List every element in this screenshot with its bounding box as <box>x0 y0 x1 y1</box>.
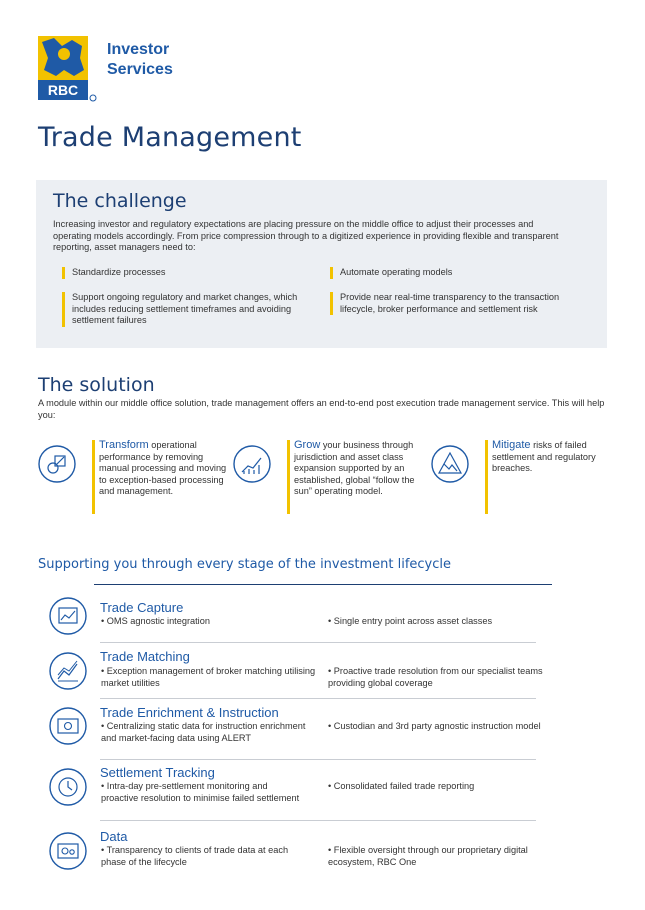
capture-chart-icon <box>48 596 88 636</box>
row-divider <box>100 820 536 821</box>
solution-heading: The solution <box>38 374 155 396</box>
logo-text: RBC <box>47 82 79 98</box>
row-title: Trade Matching <box>100 649 190 664</box>
row-left-bullet: • Exception management of broker matching utilising market utilities <box>101 666 316 688</box>
growth-chart-icon <box>232 444 272 484</box>
monitor-icon <box>48 706 88 746</box>
row-right-bullet: • Flexible oversight through our proprietary digital ecosystem, RBC One <box>328 845 528 867</box>
row-title: Settlement Tracking <box>100 765 215 780</box>
solution-card-grow <box>287 440 428 514</box>
divider <box>94 584 552 585</box>
brand-line-2: Services <box>107 61 173 78</box>
row-title: Data <box>100 829 128 844</box>
card-highlight: Mitigate <box>492 439 531 451</box>
card-text: risks of failed settlement and regulatory breaches. <box>492 440 596 473</box>
card-text: your business through jurisdiction and asset class expansion supported by an established, global “follow the sun” operating model. <box>294 440 415 496</box>
challenge-item: Automate operating models <box>330 267 580 279</box>
row-left-bullet: • Transparency to clients of trade data at each phase of the lifecycle <box>101 845 289 867</box>
row-title: Trade Enrichment & Instruction <box>100 705 279 720</box>
card-highlight: Grow <box>294 439 321 451</box>
brand-name <box>107 40 173 80</box>
row-divider <box>100 642 536 643</box>
challenge-item: Provide near real-time transparency to the transaction lifecycle, broker performance and settlement risk <box>330 292 562 315</box>
row-divider <box>100 698 536 699</box>
row-right-bullet: • Custodian and 3rd party agnostic instruction model <box>328 721 541 731</box>
page-title: Trade Management <box>38 122 302 153</box>
row-right-bullet: • Single entry point across asset classes <box>328 616 493 626</box>
solution-intro: A module within our middle office solution, trade management offers an end-to-end post execution trade management service. This will help you: <box>38 398 605 420</box>
challenge-item: Standardize processes <box>62 267 312 279</box>
matching-chart-icon <box>48 651 88 691</box>
row-title: Trade Capture <box>100 600 184 615</box>
card-highlight: Transform <box>99 439 149 451</box>
row-right-bullet: • Proactive trade resolution from our specialist teams providing global coverage <box>328 666 543 688</box>
brand-line-1: Investor <box>107 41 170 58</box>
transform-icon <box>37 444 77 484</box>
row-right-bullet: • Consolidated failed trade reporting <box>328 781 475 791</box>
challenge-intro: Increasing investor and regulatory expectations are placing pressure on the middle office to adjust their processes and operating models accordingly. From price compression through to a digitized experience in providing flexible and transparent reporting, asset managers need to: <box>53 219 559 252</box>
row-left-bullet: • Centralizing static data for instruction enrichment and market-facing data using ALERT <box>101 721 306 743</box>
lifecycle-heading: Supporting you through every stage of the investment lifecycle <box>38 557 452 572</box>
data-gears-icon <box>48 831 88 871</box>
rbc-logo <box>36 36 98 104</box>
challenge-section <box>36 180 607 348</box>
card-text: operational performance by removing manual processing and moving to exception-based processing and management. <box>99 440 227 496</box>
row-left-bullet: • Intra-day pre-settlement monitoring and proactive resolution to minimise failed settlement <box>101 781 300 803</box>
solution-card-transform <box>92 440 231 514</box>
solution-card-mitigate <box>485 440 607 514</box>
challenge-heading: The challenge <box>53 190 187 212</box>
clock-icon <box>48 767 88 807</box>
row-left-bullet: • OMS agnostic integration <box>101 616 210 626</box>
risk-warning-icon <box>430 444 470 484</box>
challenge-item: Support ongoing regulatory and market changes, which includes reducing settlement timeframes and avoiding settlement failures <box>62 292 312 327</box>
row-divider <box>100 759 536 760</box>
